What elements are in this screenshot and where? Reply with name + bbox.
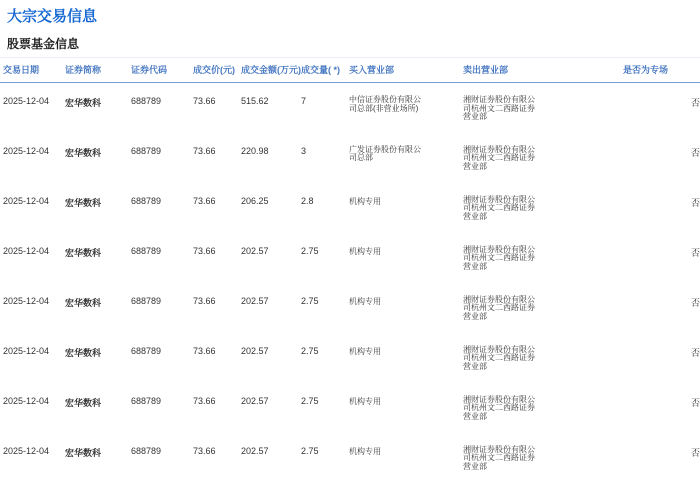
cell-price: 73.66 (193, 395, 216, 406)
cell-volume: 2.75 (301, 345, 319, 356)
cell-special: 否 (690, 447, 700, 458)
buyer-text: 广发证券股份有限公司总部 (349, 144, 421, 162)
cell-date: 2025-12-04 (3, 245, 50, 256)
column-header-date: 交易日期 (0, 58, 62, 83)
cell-volume: 7 (301, 96, 307, 106)
buyer-text: 机构专用 (349, 446, 381, 456)
table-row (0, 183, 700, 233)
cell-name: 宏华数科 (65, 247, 102, 258)
cell-price: 73.66 (193, 295, 216, 306)
cell-seller (460, 433, 620, 483)
seller-text: 湘财证券股份有限公司杭州文二西路证券营业部 (463, 444, 535, 471)
cell-date: 2025-12-04 (3, 96, 50, 106)
cell-amount: 202.57 (241, 245, 269, 256)
column-header-price: 成交价(元) (190, 58, 238, 83)
buyer-text: 机构专用 (349, 196, 381, 206)
cell-seller (460, 83, 620, 133)
cell-code: 688789 (131, 145, 162, 156)
cell-name: 宏华数科 (65, 297, 102, 308)
cell-date: 2025-12-04 (3, 445, 50, 456)
cell-special: 否 (690, 397, 700, 408)
cell-special: 否 (690, 147, 700, 158)
cell-date: 2025-12-04 (3, 345, 50, 356)
seller-text: 湘财证券股份有限公司杭州文二西路证券营业部 (463, 244, 535, 271)
table-row (0, 433, 700, 483)
cell-name: 宏华数科 (65, 447, 102, 458)
cell-name: 宏华数科 (65, 147, 102, 158)
cell-amount: 515.62 (241, 96, 269, 106)
column-header-amount: 成交金额(万元) (238, 58, 298, 83)
cell-price: 73.66 (193, 145, 216, 156)
column-header-volume: 成交量( *) (298, 58, 346, 83)
cell-volume: 2.75 (301, 395, 319, 406)
cell-date: 2025-12-04 (3, 195, 50, 206)
column-header-special: 是否为专场 (620, 58, 700, 83)
cell-seller (460, 333, 620, 383)
cell-buyer (346, 133, 460, 183)
table-row (0, 283, 700, 333)
section-title-stock-fund: 股票基金信息 (7, 37, 80, 51)
cell-seller (460, 233, 620, 283)
cell-amount: 220.98 (241, 145, 269, 156)
cell-date: 2025-12-04 (3, 145, 50, 156)
cell-special: 否 (690, 347, 700, 358)
column-header-name: 证券简称 (62, 58, 128, 83)
buyer-text: 机构专用 (349, 296, 381, 306)
cell-buyer (346, 83, 460, 133)
cell-amount: 202.57 (241, 345, 269, 356)
cell-amount: 202.57 (241, 445, 269, 456)
cell-volume: 3 (301, 145, 307, 156)
cell-code: 688789 (131, 195, 162, 206)
seller-text: 湘财证券股份有限公司杭州文二西路证券营业部 (463, 144, 535, 171)
seller-text: 湘财证券股份有限公司杭州文二西路证券营业部 (463, 394, 535, 421)
table-row (0, 383, 700, 433)
table-row (0, 333, 700, 383)
column-header-buyer: 买入营业部 (346, 58, 460, 83)
buyer-text: 机构专用 (349, 346, 381, 356)
cell-price: 73.66 (193, 96, 216, 106)
table-row (0, 133, 700, 183)
cell-date: 2025-12-04 (3, 395, 50, 406)
table-body (0, 83, 700, 483)
cell-special: 否 (690, 247, 700, 258)
cell-amount: 202.57 (241, 395, 269, 406)
cell-code: 688789 (131, 345, 162, 356)
cell-volume: 2.75 (301, 295, 319, 306)
cell-name: 宏华数科 (65, 98, 102, 108)
cell-buyer (346, 433, 460, 483)
cell-volume: 2.8 (301, 195, 314, 206)
cell-seller (460, 183, 620, 233)
cell-price: 73.66 (193, 445, 216, 456)
cell-buyer (346, 333, 460, 383)
column-header-seller: 卖出营业部 (460, 58, 620, 83)
cell-amount: 206.25 (241, 195, 269, 206)
cell-code: 688789 (131, 395, 162, 406)
cell-name: 宏华数科 (65, 347, 102, 358)
column-header-code: 证券代码 (128, 58, 190, 83)
cell-seller (460, 283, 620, 333)
cell-name: 宏华数科 (65, 397, 102, 408)
cell-buyer (346, 233, 460, 283)
seller-text: 湘财证券股份有限公司杭州文二西路证券营业部 (463, 344, 535, 371)
cell-amount: 202.57 (241, 295, 269, 306)
seller-text: 湘财证券股份有限公司杭州文二西路证券营业部 (463, 294, 535, 321)
table-row (0, 233, 700, 283)
buyer-text: 机构专用 (349, 396, 381, 406)
table-header-row (0, 58, 700, 83)
cell-seller (460, 133, 620, 183)
cell-volume: 2.75 (301, 445, 319, 456)
cell-price: 73.66 (193, 245, 216, 256)
cell-price: 73.66 (193, 345, 216, 356)
page-title: 大宗交易信息 (7, 8, 98, 25)
cell-name: 宏华数科 (65, 197, 102, 208)
cell-special: 否 (690, 197, 700, 208)
block-trade-table (0, 57, 700, 483)
buyer-text: 中信证券股份有限公司总部(非营业场所) (349, 95, 421, 113)
cell-volume: 2.75 (301, 245, 319, 256)
cell-code: 688789 (131, 245, 162, 256)
cell-special: 否 (690, 297, 700, 308)
cell-seller (460, 383, 620, 433)
cell-special: 否 (690, 98, 700, 108)
seller-text: 湘财证券股份有限公司杭州文二西路证券营业部 (463, 95, 535, 121)
buyer-text: 机构专用 (349, 246, 381, 256)
cell-buyer (346, 183, 460, 233)
seller-text: 湘财证券股份有限公司杭州文二西路证券营业部 (463, 194, 535, 221)
cell-code: 688789 (131, 445, 162, 456)
cell-code: 688789 (131, 295, 162, 306)
cell-date: 2025-12-04 (3, 295, 50, 306)
cell-buyer (346, 383, 460, 433)
cell-buyer (346, 283, 460, 333)
cell-price: 73.66 (193, 195, 216, 206)
cell-code: 688789 (131, 96, 162, 106)
table-row (0, 83, 700, 133)
